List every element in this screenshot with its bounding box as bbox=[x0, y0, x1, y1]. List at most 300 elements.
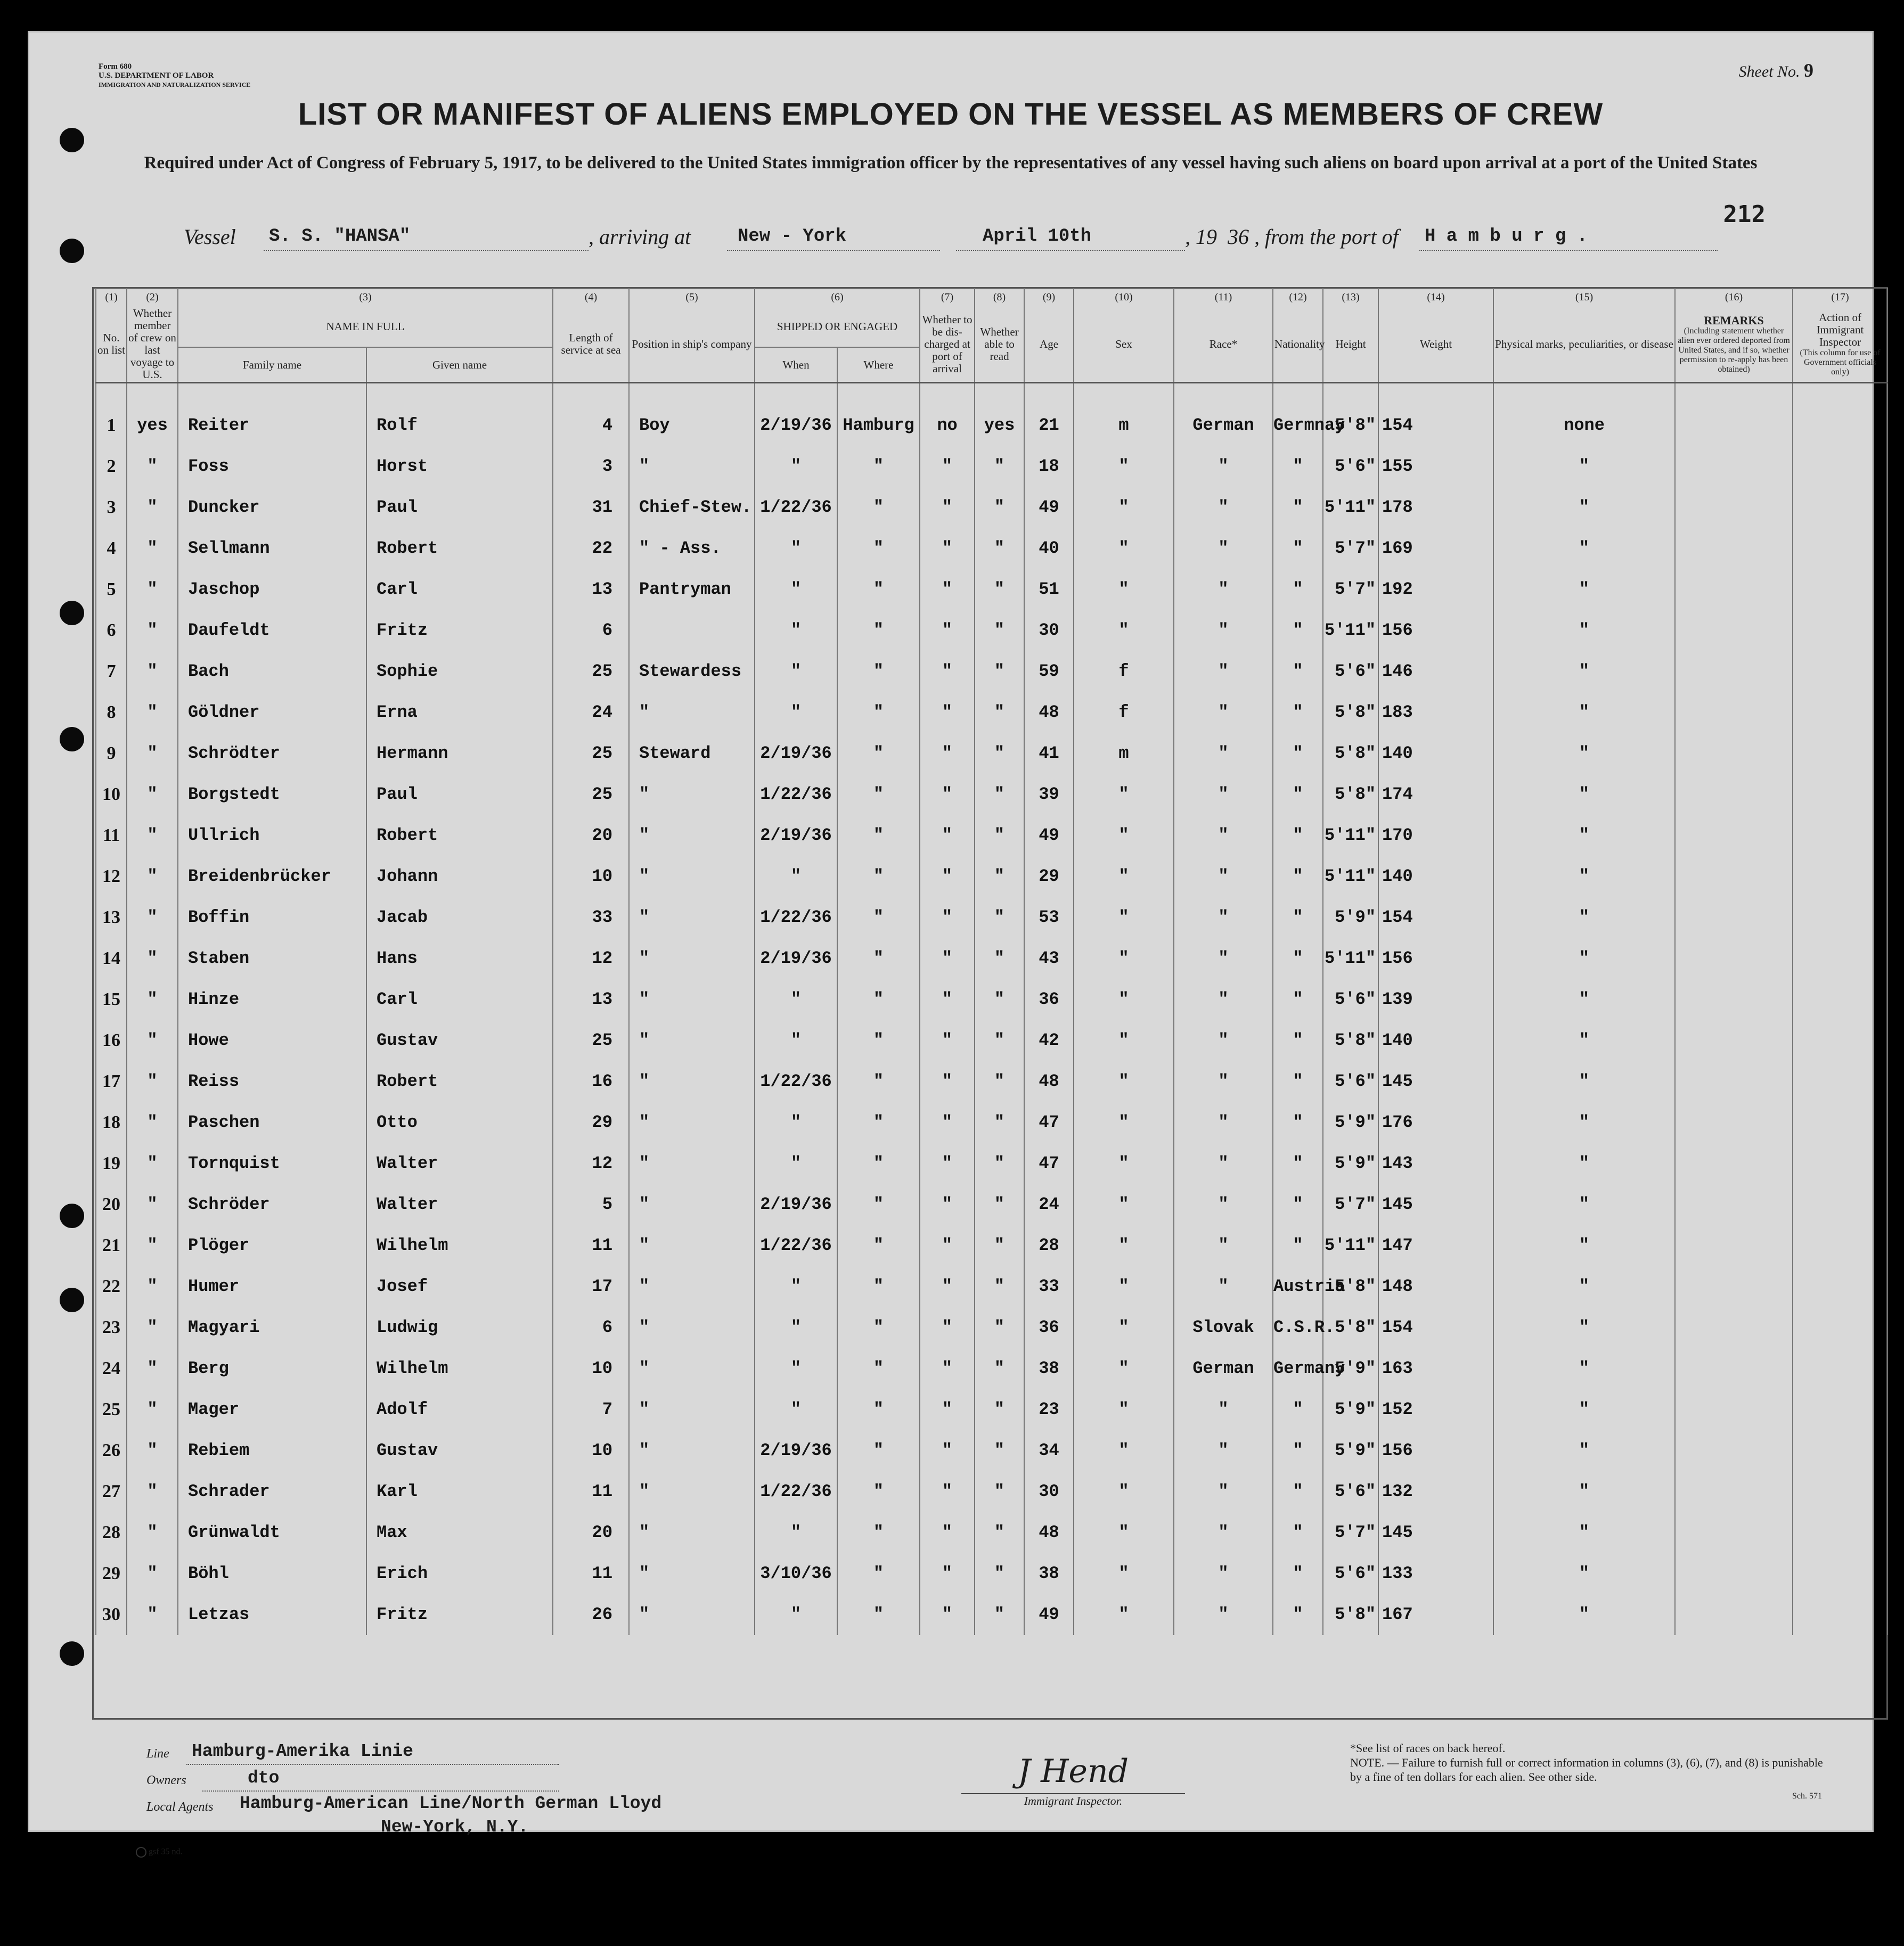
discharged: " bbox=[920, 774, 975, 815]
shipped-when: " bbox=[755, 446, 837, 487]
race: " bbox=[1174, 1102, 1273, 1143]
header-shipped: SHIPPED OR ENGAGED bbox=[755, 306, 920, 347]
discharged: " bbox=[920, 1594, 975, 1635]
crew-member-cell: " bbox=[127, 528, 178, 569]
row-number: 4 bbox=[96, 528, 127, 569]
physical-marks: " bbox=[1493, 774, 1675, 815]
remarks-cell bbox=[1675, 774, 1793, 815]
position: " bbox=[629, 1184, 755, 1225]
weight: 139 bbox=[1378, 979, 1493, 1020]
row-number: 16 bbox=[96, 1020, 127, 1061]
weight: 156 bbox=[1378, 938, 1493, 979]
row-number: 3 bbox=[96, 487, 127, 528]
physical-marks: " bbox=[1493, 979, 1675, 1020]
able-to-read: " bbox=[975, 528, 1024, 569]
inspector-action-cell bbox=[1793, 1553, 1887, 1594]
row-number: 26 bbox=[96, 1430, 127, 1471]
given-name: Robert bbox=[366, 528, 553, 569]
shipped-when: 1/22/36 bbox=[755, 487, 837, 528]
physical-marks: " bbox=[1493, 446, 1675, 487]
shipped-when: 3/10/36 bbox=[755, 1553, 837, 1594]
family-name: Magyari bbox=[178, 1307, 366, 1348]
given-name: Carl bbox=[366, 979, 553, 1020]
table-row bbox=[96, 1471, 1887, 1512]
weight: 167 bbox=[1378, 1594, 1493, 1635]
weight: 146 bbox=[1378, 651, 1493, 692]
family-name: Borgstedt bbox=[178, 774, 366, 815]
family-name: Letzas bbox=[178, 1594, 366, 1635]
physical-marks: " bbox=[1493, 897, 1675, 938]
given-name: Robert bbox=[366, 815, 553, 856]
service-length: 33 bbox=[553, 897, 629, 938]
age: 23 bbox=[1024, 1389, 1074, 1430]
able-to-read: " bbox=[975, 1553, 1024, 1594]
shipped-when: 1/22/36 bbox=[755, 897, 837, 938]
service-length: 20 bbox=[553, 1512, 629, 1553]
header-remarks: REMARKS (Including statement whether alien ever ordered deported from United States, and if so, whether permission to re-apply has been obtained) bbox=[1675, 306, 1793, 383]
shipped-where: " bbox=[837, 1512, 920, 1553]
header-no: No. on list bbox=[96, 306, 127, 383]
inspector-action-cell bbox=[1793, 856, 1887, 897]
given-name: Josef bbox=[366, 1266, 553, 1307]
race: " bbox=[1174, 1020, 1273, 1061]
shipped-when: 2/19/36 bbox=[755, 938, 837, 979]
age: 24 bbox=[1024, 1184, 1074, 1225]
row-number: 15 bbox=[96, 979, 127, 1020]
inspector-block: J Hend Immigrant Inspector. bbox=[961, 1753, 1185, 1808]
shipped-where: " bbox=[837, 1594, 920, 1635]
nationality: " bbox=[1273, 1471, 1323, 1512]
print-code: gsf 35 nd. bbox=[136, 1847, 183, 1858]
crew-member-cell: " bbox=[127, 1553, 178, 1594]
shipped-when: 2/19/36 bbox=[755, 815, 837, 856]
nationality: " bbox=[1273, 1512, 1323, 1553]
height: 5'8" bbox=[1323, 1020, 1378, 1061]
crew-member-cell: " bbox=[127, 446, 178, 487]
shipped-when: " bbox=[755, 692, 837, 733]
inspector-action-cell bbox=[1793, 446, 1887, 487]
service-length: 31 bbox=[553, 487, 629, 528]
owners: dto bbox=[248, 1768, 280, 1788]
discharged: " bbox=[920, 1389, 975, 1430]
from-port-label: , from the port of bbox=[1254, 225, 1399, 249]
height: 5'11" bbox=[1323, 610, 1378, 651]
given-name: Otto bbox=[366, 1102, 553, 1143]
inspector-action-cell bbox=[1793, 938, 1887, 979]
service-length: 20 bbox=[553, 815, 629, 856]
able-to-read: " bbox=[975, 1594, 1024, 1635]
table-row bbox=[96, 1512, 1887, 1553]
family-name: Ullrich bbox=[178, 815, 366, 856]
age: 48 bbox=[1024, 1512, 1074, 1553]
age: 53 bbox=[1024, 897, 1074, 938]
physical-marks: " bbox=[1493, 1020, 1675, 1061]
able-to-read: " bbox=[975, 692, 1024, 733]
family-name: Breidenbrücker bbox=[178, 856, 366, 897]
shipped-where: " bbox=[837, 1430, 920, 1471]
header-when: When bbox=[755, 347, 837, 383]
year-label: , 19 bbox=[1185, 225, 1217, 249]
position: " bbox=[629, 979, 755, 1020]
table-row bbox=[96, 692, 1887, 733]
shipped-where: " bbox=[837, 692, 920, 733]
shipped-where: " bbox=[837, 733, 920, 774]
table-row bbox=[96, 1348, 1887, 1389]
row-number: 21 bbox=[96, 1225, 127, 1266]
height: 5'11" bbox=[1323, 815, 1378, 856]
service-length: 11 bbox=[553, 1553, 629, 1594]
inspector-action-cell bbox=[1793, 1389, 1887, 1430]
row-number: 18 bbox=[96, 1102, 127, 1143]
discharged: " bbox=[920, 1307, 975, 1348]
header-height: Height bbox=[1323, 306, 1378, 383]
crew-member-cell: " bbox=[127, 733, 178, 774]
position: " bbox=[629, 1389, 755, 1430]
sex: " bbox=[1074, 815, 1174, 856]
able-to-read: " bbox=[975, 1184, 1024, 1225]
remarks-cell bbox=[1675, 938, 1793, 979]
table-row bbox=[96, 1430, 1887, 1471]
height: 5'6" bbox=[1323, 1553, 1378, 1594]
line-name: Hamburg-Amerika Linie bbox=[192, 1741, 413, 1761]
inspector-action-cell bbox=[1793, 733, 1887, 774]
vessel-name: S. S. "HANSA" bbox=[269, 226, 411, 247]
crew-member-cell: " bbox=[127, 1061, 178, 1102]
shipped-when: 1/22/36 bbox=[755, 1061, 837, 1102]
crew-member-cell: " bbox=[127, 1225, 178, 1266]
height: 5'8" bbox=[1323, 733, 1378, 774]
service-length: 25 bbox=[553, 1020, 629, 1061]
inspector-action-cell bbox=[1793, 383, 1887, 446]
given-name: Max bbox=[366, 1512, 553, 1553]
shipped-where: " bbox=[837, 774, 920, 815]
shipped-when: " bbox=[755, 1594, 837, 1635]
shipped-when: 2/19/36 bbox=[755, 383, 837, 446]
header-position: Position in ship's company bbox=[629, 306, 755, 383]
given-name: Erna bbox=[366, 692, 553, 733]
able-to-read: " bbox=[975, 1102, 1024, 1143]
table-row bbox=[96, 446, 1887, 487]
weight: 145 bbox=[1378, 1512, 1493, 1553]
row-number: 30 bbox=[96, 1594, 127, 1635]
sex: " bbox=[1074, 856, 1174, 897]
sex: " bbox=[1074, 1348, 1174, 1389]
column-number-row: (1) (2) (3) (4) (5) (6) (7) (8) (9) (10) (11) (12) (13) (14) (15) (16) (17) bbox=[96, 288, 1887, 306]
height: 5'11" bbox=[1323, 938, 1378, 979]
sex: m bbox=[1074, 383, 1174, 446]
race: " bbox=[1174, 1389, 1273, 1430]
sex: " bbox=[1074, 446, 1174, 487]
table-row bbox=[96, 979, 1887, 1020]
weight: 170 bbox=[1378, 815, 1493, 856]
able-to-read: " bbox=[975, 815, 1024, 856]
sex: m bbox=[1074, 733, 1174, 774]
shipped-where: " bbox=[837, 651, 920, 692]
age: 33 bbox=[1024, 1266, 1074, 1307]
crew-member-cell: " bbox=[127, 815, 178, 856]
row-number: 20 bbox=[96, 1184, 127, 1225]
position: " bbox=[629, 1594, 755, 1635]
nationality: " bbox=[1273, 979, 1323, 1020]
table-row bbox=[96, 1389, 1887, 1430]
weight: 163 bbox=[1378, 1348, 1493, 1389]
sex: f bbox=[1074, 651, 1174, 692]
discharged: " bbox=[920, 1102, 975, 1143]
able-to-read: " bbox=[975, 610, 1024, 651]
physical-marks: " bbox=[1493, 1307, 1675, 1348]
remarks-cell bbox=[1675, 1512, 1793, 1553]
race: " bbox=[1174, 1553, 1273, 1594]
inspector-action-cell bbox=[1793, 1020, 1887, 1061]
shipped-where: " bbox=[837, 487, 920, 528]
shipped-where: " bbox=[837, 528, 920, 569]
race: German bbox=[1174, 1348, 1273, 1389]
nationality: " bbox=[1273, 938, 1323, 979]
able-to-read: " bbox=[975, 979, 1024, 1020]
crew-member-cell: " bbox=[127, 692, 178, 733]
nationality: " bbox=[1273, 1389, 1323, 1430]
crew-member-cell: " bbox=[127, 1471, 178, 1512]
shipped-where: " bbox=[837, 446, 920, 487]
position: " bbox=[629, 1020, 755, 1061]
crew-member-cell: " bbox=[127, 856, 178, 897]
weight: 143 bbox=[1378, 1143, 1493, 1184]
given-name: Hans bbox=[366, 938, 553, 979]
row-number: 14 bbox=[96, 938, 127, 979]
header-member: Whether member of crew on last voyage to U.S. bbox=[127, 306, 178, 383]
given-name: Sophie bbox=[366, 651, 553, 692]
age: 36 bbox=[1024, 979, 1074, 1020]
crew-member-cell: yes bbox=[127, 383, 178, 446]
remarks-cell bbox=[1675, 1102, 1793, 1143]
position: Pantryman bbox=[629, 569, 755, 610]
shipped-where: " bbox=[837, 1020, 920, 1061]
shipped-where: " bbox=[837, 979, 920, 1020]
table-row bbox=[96, 610, 1887, 651]
age: 42 bbox=[1024, 1020, 1074, 1061]
age: 21 bbox=[1024, 383, 1074, 446]
table-row bbox=[96, 815, 1887, 856]
discharged: no bbox=[920, 383, 975, 446]
shipped-when: 2/19/36 bbox=[755, 1430, 837, 1471]
nationality: " bbox=[1273, 1430, 1323, 1471]
shipped-when: " bbox=[755, 1102, 837, 1143]
able-to-read: " bbox=[975, 1348, 1024, 1389]
arrival-port: New - York bbox=[738, 226, 847, 247]
family-name: Grünwaldt bbox=[178, 1512, 366, 1553]
row-number: 10 bbox=[96, 774, 127, 815]
given-name: Rolf bbox=[366, 383, 553, 446]
table-row bbox=[96, 1020, 1887, 1061]
service-length: 22 bbox=[553, 528, 629, 569]
nationality: " bbox=[1273, 1553, 1323, 1594]
able-to-read: " bbox=[975, 1389, 1024, 1430]
row-number: 28 bbox=[96, 1512, 127, 1553]
position: " bbox=[629, 1348, 755, 1389]
crew-member-cell: " bbox=[127, 1348, 178, 1389]
height: 5'6" bbox=[1323, 651, 1378, 692]
shipped-where: Hamburg bbox=[837, 383, 920, 446]
page-title: LIST OR MANIFEST OF ALIENS EMPLOYED ON THE VESSEL AS MEMBERS OF CREW bbox=[298, 97, 1604, 132]
remarks-cell bbox=[1675, 733, 1793, 774]
header-age: Age bbox=[1024, 306, 1074, 383]
shipped-when: 1/22/36 bbox=[755, 1225, 837, 1266]
header-action: Action of Immigrant Inspector (This column for use of Government officials only) bbox=[1793, 306, 1887, 383]
weight: 152 bbox=[1378, 1389, 1493, 1430]
inspector-action-cell bbox=[1793, 774, 1887, 815]
height: 5'9" bbox=[1323, 1143, 1378, 1184]
physical-marks: " bbox=[1493, 569, 1675, 610]
race: " bbox=[1174, 1594, 1273, 1635]
sex: " bbox=[1074, 610, 1174, 651]
sex: " bbox=[1074, 1307, 1174, 1348]
able-to-read: " bbox=[975, 774, 1024, 815]
inspector-action-cell bbox=[1793, 1225, 1887, 1266]
physical-marks: " bbox=[1493, 1266, 1675, 1307]
nationality: " bbox=[1273, 1020, 1323, 1061]
shipped-where: " bbox=[837, 1143, 920, 1184]
remarks-cell bbox=[1675, 528, 1793, 569]
physical-marks: " bbox=[1493, 1471, 1675, 1512]
physical-marks: " bbox=[1493, 1225, 1675, 1266]
departure-port: H a m b u r g . bbox=[1425, 226, 1588, 247]
sex: " bbox=[1074, 487, 1174, 528]
race: " bbox=[1174, 1225, 1273, 1266]
row-number: 23 bbox=[96, 1307, 127, 1348]
able-to-read: " bbox=[975, 1143, 1024, 1184]
position: Stewardess bbox=[629, 651, 755, 692]
race: " bbox=[1174, 979, 1273, 1020]
shipped-when: " bbox=[755, 1020, 837, 1061]
position: " bbox=[629, 1225, 755, 1266]
table-row bbox=[96, 938, 1887, 979]
position: " bbox=[629, 1553, 755, 1594]
height: 5'8" bbox=[1323, 692, 1378, 733]
punch-hole bbox=[60, 128, 84, 152]
age: 39 bbox=[1024, 774, 1074, 815]
sex: " bbox=[1074, 1102, 1174, 1143]
header-where: Where bbox=[837, 347, 920, 383]
page-subtitle: Required under Act of Congress of February 5, 1917, to be delivered to the United States immigration officer by the representatives of any vessel having such aliens on board upon arrival at a port of the United States bbox=[144, 153, 1758, 173]
punch-hole bbox=[60, 1641, 84, 1666]
able-to-read: " bbox=[975, 569, 1024, 610]
given-name: Gustav bbox=[366, 1430, 553, 1471]
race: " bbox=[1174, 1430, 1273, 1471]
given-name: Karl bbox=[366, 1471, 553, 1512]
service-length: 4 bbox=[553, 383, 629, 446]
position: " bbox=[629, 1102, 755, 1143]
age: 29 bbox=[1024, 856, 1074, 897]
nationality: " bbox=[1273, 1225, 1323, 1266]
table-row bbox=[96, 569, 1887, 610]
weight: 178 bbox=[1378, 487, 1493, 528]
height: 5'6" bbox=[1323, 979, 1378, 1020]
table-row bbox=[96, 1266, 1887, 1307]
race: " bbox=[1174, 856, 1273, 897]
race: " bbox=[1174, 487, 1273, 528]
race: " bbox=[1174, 1061, 1273, 1102]
physical-marks: " bbox=[1493, 1348, 1675, 1389]
table-row bbox=[96, 651, 1887, 692]
physical-marks: " bbox=[1493, 1430, 1675, 1471]
crew-member-cell: " bbox=[127, 938, 178, 979]
family-name: Staben bbox=[178, 938, 366, 979]
race: " bbox=[1174, 692, 1273, 733]
able-to-read: " bbox=[975, 651, 1024, 692]
discharged: " bbox=[920, 610, 975, 651]
table-row bbox=[96, 1225, 1887, 1266]
given-name: Erich bbox=[366, 1553, 553, 1594]
given-name: Robert bbox=[366, 1061, 553, 1102]
position: " bbox=[629, 1512, 755, 1553]
header-name: NAME IN FULL bbox=[178, 306, 553, 347]
family-name: Paschen bbox=[178, 1102, 366, 1143]
given-name: Wilhelm bbox=[366, 1225, 553, 1266]
crew-member-cell: " bbox=[127, 1389, 178, 1430]
sex: " bbox=[1074, 1184, 1174, 1225]
age: 34 bbox=[1024, 1430, 1074, 1471]
nationality: " bbox=[1273, 1061, 1323, 1102]
sex: " bbox=[1074, 1512, 1174, 1553]
service-length: 25 bbox=[553, 733, 629, 774]
crew-member-cell: " bbox=[127, 774, 178, 815]
inspector-action-cell bbox=[1793, 569, 1887, 610]
inspector-action-cell bbox=[1793, 1102, 1887, 1143]
arriving-label: , arriving at bbox=[589, 225, 691, 249]
service-length: 3 bbox=[553, 446, 629, 487]
position: " bbox=[629, 938, 755, 979]
physical-marks: " bbox=[1493, 938, 1675, 979]
race: " bbox=[1174, 897, 1273, 938]
discharged: " bbox=[920, 897, 975, 938]
remarks-cell bbox=[1675, 1348, 1793, 1389]
height: 5'8" bbox=[1323, 1307, 1378, 1348]
service-length: 7 bbox=[553, 1389, 629, 1430]
crew-member-cell: " bbox=[127, 569, 178, 610]
nationality: " bbox=[1273, 774, 1323, 815]
sex: " bbox=[1074, 1061, 1174, 1102]
able-to-read: " bbox=[975, 446, 1024, 487]
age: 30 bbox=[1024, 610, 1074, 651]
family-name: Daufeldt bbox=[178, 610, 366, 651]
able-to-read: " bbox=[975, 938, 1024, 979]
able-to-read: yes bbox=[975, 383, 1024, 446]
shipped-when: " bbox=[755, 1307, 837, 1348]
header-given: Given name bbox=[366, 347, 553, 383]
service-length: 24 bbox=[553, 692, 629, 733]
given-name: Johann bbox=[366, 856, 553, 897]
discharged: " bbox=[920, 692, 975, 733]
able-to-read: " bbox=[975, 1307, 1024, 1348]
age: 47 bbox=[1024, 1143, 1074, 1184]
row-number: 19 bbox=[96, 1143, 127, 1184]
age: 30 bbox=[1024, 1471, 1074, 1512]
remarks-cell bbox=[1675, 1225, 1793, 1266]
family-name: Plöger bbox=[178, 1225, 366, 1266]
punch-hole bbox=[60, 601, 84, 625]
shipped-where: " bbox=[837, 856, 920, 897]
height: 5'8" bbox=[1323, 774, 1378, 815]
weight: 147 bbox=[1378, 1225, 1493, 1266]
nationality: " bbox=[1273, 1143, 1323, 1184]
weight: 140 bbox=[1378, 733, 1493, 774]
race: " bbox=[1174, 569, 1273, 610]
shipped-where: " bbox=[837, 897, 920, 938]
nationality: " bbox=[1273, 487, 1323, 528]
physical-marks: none bbox=[1493, 383, 1675, 446]
inspector-action-cell bbox=[1793, 1307, 1887, 1348]
position: " - Ass. bbox=[629, 528, 755, 569]
